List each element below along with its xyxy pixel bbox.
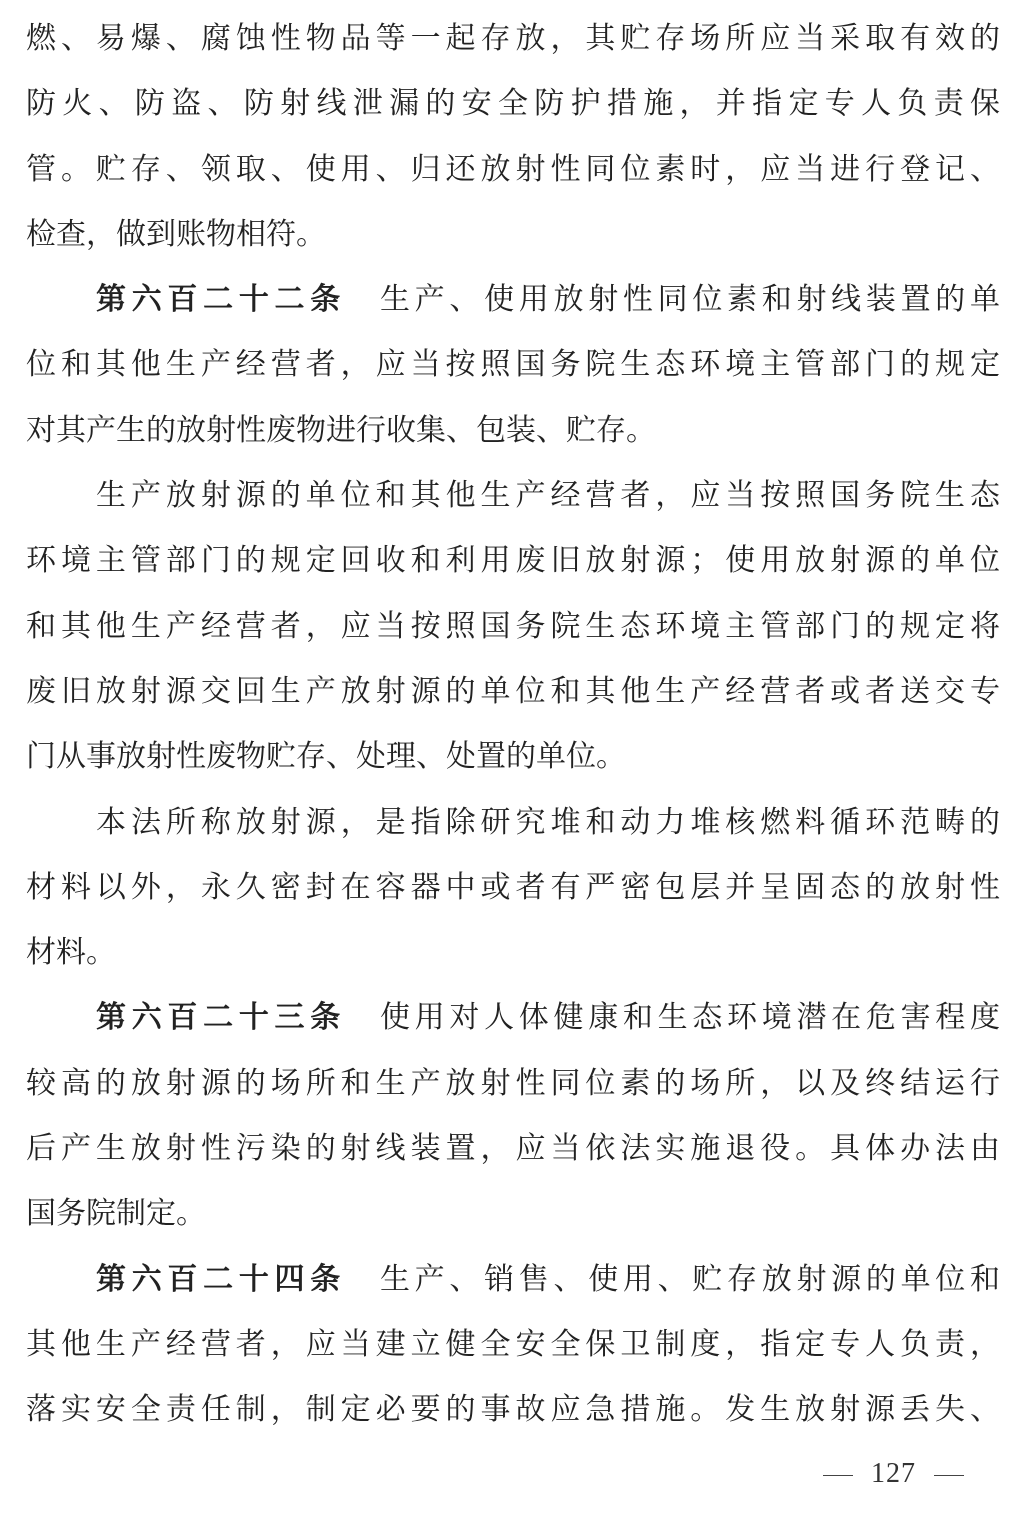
body-line: 燃、易爆、腐蚀性物品等一起存放，其贮存场所应当采取有效的	[26, 21, 1000, 56]
dash-right-icon	[934, 1475, 964, 1476]
body-line: 门从事放射性废物贮存、处理、处置的单位。	[26, 739, 626, 775]
body-line: 后产生放射性污染的射线装置，应当依法实施退役。具体办法由	[26, 1131, 1000, 1167]
article-text: 使用对人体健康和生态环境潜在危害程度	[379, 1000, 1000, 1036]
article-heading: 第六百二十三条	[96, 1000, 346, 1036]
paragraph-first-line: 本法所称放射源，是指除研究堆和动力堆核燃料循环范畴的	[96, 804, 1000, 840]
body-line: 废旧放射源交回生产放射源的单位和其他生产经营者或者送交专	[26, 673, 1000, 709]
body-line: 国务院制定。	[26, 1196, 206, 1232]
body-line: 落实安全责任制，制定必要的事故应急措施。发生放射源丢失、	[26, 1392, 1000, 1428]
body-line: 管。贮存、领取、使用、归还放射性同位素时，应当进行登记、	[26, 151, 1000, 187]
body-line: 环境主管部门的规定回收和利用废旧放射源；使用放射源的单位	[26, 543, 1000, 579]
body-line: 较高的放射源的场所和生产放射性同位素的场所，以及终结运行	[26, 1065, 1000, 1101]
body-line: 防火、防盗、防射线泄漏的安全防护措施，并指定专人负责保	[26, 86, 1000, 122]
body-line: 和其他生产经营者，应当按照国务院生态环境主管部门的规定将	[26, 608, 1000, 644]
paragraph-first-line: 生产放射源的单位和其他生产经营者，应当按照国务院生态	[96, 478, 1000, 514]
page-number-group	[805, 1458, 982, 1490]
article-622-first-line	[26, 267, 1000, 332]
page-footer	[0, 1458, 1024, 1490]
dash-left-icon	[823, 1475, 853, 1476]
article-heading: 第六百二十四条	[96, 1261, 346, 1297]
article-text: 生产、使用放射性同位素和射线装置的单	[379, 282, 1000, 318]
article-623-first-line	[26, 985, 1000, 1050]
body-line: 位和其他生产经营者，应当按照国务院生态环境主管部门的规定	[26, 347, 1000, 383]
document-body	[26, 6, 1000, 1443]
article-624-first-line	[26, 1247, 1000, 1312]
body-line: 检查，做到账物相符。	[26, 216, 326, 252]
article-heading: 第六百二十二条	[96, 282, 346, 318]
body-line: 其他生产经营者，应当建立健全安全保卫制度，指定专人负责，	[26, 1326, 1000, 1362]
body-line: 对其产生的放射性废物进行收集、包装、贮存。	[26, 412, 656, 448]
page-number: 127	[871, 1458, 916, 1489]
body-line: 材料以外，永久密封在容器中或者有严密包层并呈固态的放射性	[26, 869, 1000, 905]
body-line: 材料。	[26, 935, 116, 971]
article-text: 生产、销售、使用、贮存放射源的单位和	[379, 1261, 1000, 1297]
